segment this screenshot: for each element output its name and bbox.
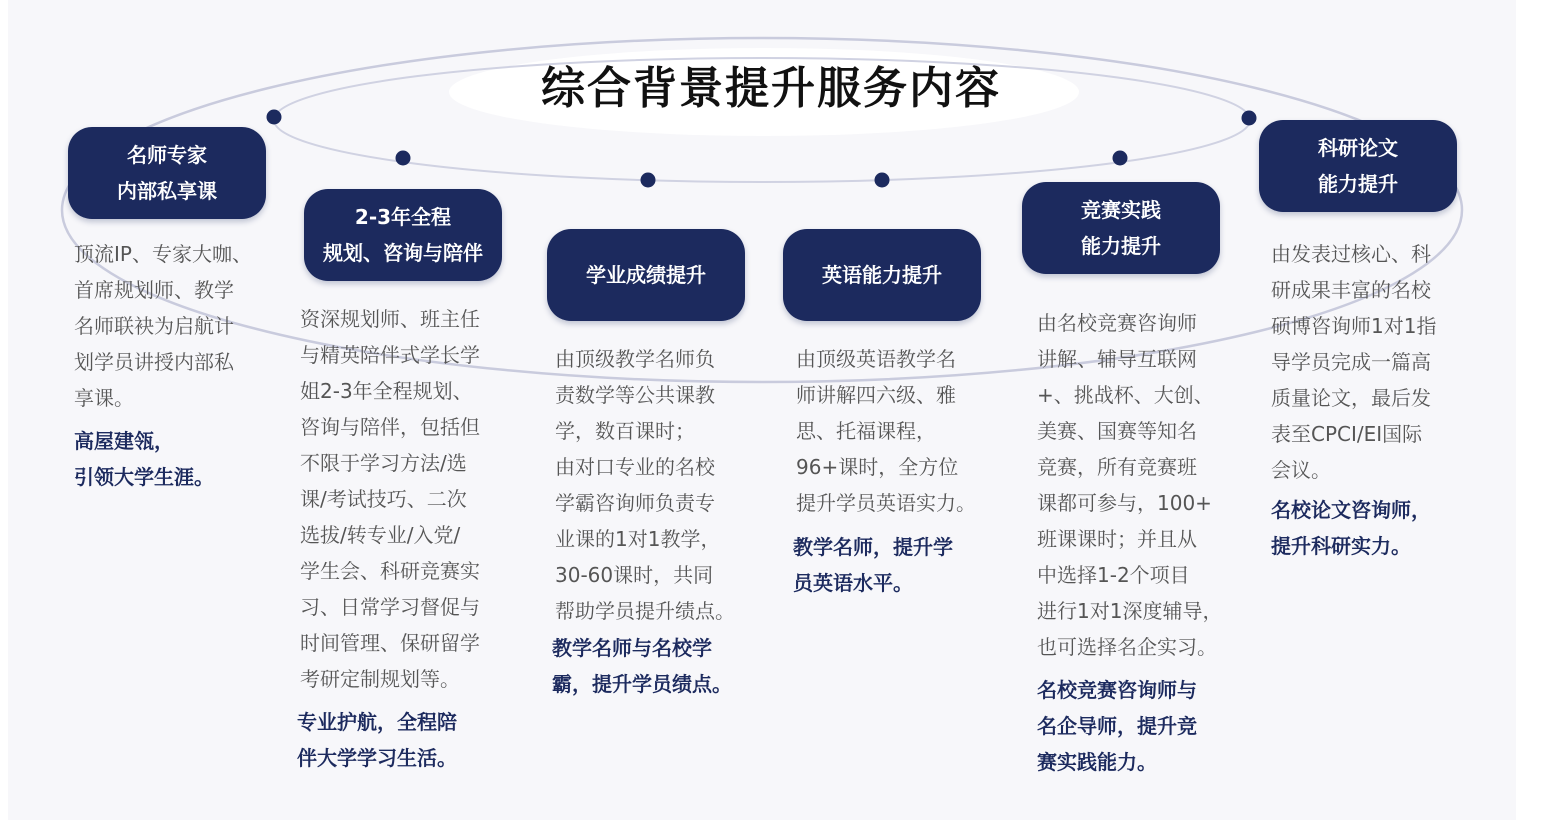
page-title: 综合背景提升服务内容 [541, 63, 1001, 114]
card-title-line: 英语能力提升 [822, 263, 942, 287]
highlight-line: 名校竞赛咨询师与 [1037, 678, 1197, 702]
description-line: 96+课时，全方位 [796, 455, 959, 479]
description-line: 选拔/转专业/入党/ [300, 523, 461, 547]
description-line: 时间管理、保研留学 [300, 631, 480, 655]
highlight-line: 引领大学生涯。 [74, 465, 214, 489]
card-highlight [793, 529, 953, 601]
description-line: 硕博咨询师1对1指 [1271, 314, 1437, 338]
highlight-line: 霸，提升学员绩点。 [552, 672, 732, 696]
description-line: 课都可参与，100+ [1037, 491, 1212, 515]
card-description [1037, 305, 1222, 665]
description-line: 资深规划师、班主任 [300, 307, 480, 331]
card-title-box [68, 127, 266, 219]
ring-dot [641, 173, 656, 188]
highlight-line: 伴大学学习生活。 [297, 746, 457, 770]
description-line: 首席规划师、教学 [74, 278, 234, 302]
card-description [1271, 236, 1436, 488]
description-line: 享课。 [74, 386, 134, 410]
description-line: 研成果丰富的名校 [1271, 278, 1431, 302]
description-line: 中选择1-2个项目 [1037, 563, 1190, 587]
ring-dot [1113, 151, 1128, 166]
highlight-line: 高屋建瓴， [74, 429, 174, 453]
description-line: 提升学员英语实力。 [796, 491, 976, 515]
description-line: 进行1对1深度辅导， [1037, 599, 1223, 623]
description-line: 姐2-3年全程规划、 [300, 379, 473, 403]
highlight-line: 教学名师与名校学 [552, 636, 712, 660]
description-line: 美赛、国赛等知名 [1037, 419, 1197, 443]
description-line: 学生会、科研竞赛实 [300, 559, 480, 583]
card-description [555, 341, 735, 629]
card-title-line: 竞赛实践 [1081, 198, 1161, 222]
card-title-box [1022, 182, 1220, 274]
description-line: 讲解、辅导互联网 [1037, 347, 1197, 371]
description-line: 师讲解四六级、雅 [796, 383, 956, 407]
card-highlight [1037, 672, 1197, 780]
card-description [300, 301, 480, 697]
card-title-line: 2-3年全程 [354, 205, 452, 229]
card-title-line: 能力提升 [1081, 234, 1161, 258]
description-line: 习、日常学习督促与 [300, 595, 480, 619]
highlight-line: 提升科研实力。 [1271, 534, 1411, 558]
card-title-line: 科研论文 [1318, 136, 1398, 160]
card-title-line: 学业成绩提升 [586, 263, 706, 287]
description-line: 质量论文，最后发 [1271, 386, 1431, 410]
card-description [796, 341, 976, 521]
card-title-box [1259, 120, 1457, 212]
highlight-line: 赛实践能力。 [1037, 750, 1157, 774]
highlight-line: 专业护航，全程陪 [297, 710, 457, 734]
card-title-line: 名师专家 [127, 143, 207, 167]
description-line: 由对口专业的名校 [555, 455, 715, 479]
highlight-line: 名企导师，提升竞 [1037, 714, 1197, 738]
description-line: 思、托福课程， [796, 419, 936, 443]
description-line: 业课的1对1教学， [555, 527, 721, 551]
card-title-line: 内部私享课 [117, 179, 217, 203]
card-highlight [1271, 492, 1431, 564]
description-line: 学，数百课时； [555, 419, 695, 443]
description-line: 也可选择名企实习。 [1037, 635, 1217, 659]
description-line: 考研定制规划等。 [300, 667, 460, 691]
description-line: 会议。 [1271, 458, 1331, 482]
card-title-line: 能力提升 [1318, 172, 1398, 196]
description-line: 班课课时；并且从 [1037, 527, 1197, 551]
description-line: 竞赛，所有竞赛班 [1037, 455, 1197, 479]
description-line: 名师联袂为启航计 [74, 314, 234, 338]
description-line: 不限于学习方法/选 [300, 451, 467, 475]
description-line: 责数学等公共课教 [555, 383, 715, 407]
card-title-box [783, 229, 981, 321]
ring-dot [875, 173, 890, 188]
description-line: 导学员完成一篇高 [1271, 350, 1431, 374]
description-line: 由顶级英语教学名 [796, 347, 956, 371]
description-line: +、挑战杯、大创、 [1037, 383, 1214, 407]
card-highlight [74, 423, 214, 495]
description-line: 学霸咨询师负责专 [555, 491, 715, 515]
card-highlight [297, 704, 457, 776]
card-title-box [304, 189, 502, 281]
description-line: 与精英陪伴式学长学 [300, 343, 480, 367]
highlight-line: 教学名师，提升学 [793, 535, 953, 559]
highlight-line: 名校论文咨询师， [1271, 498, 1431, 522]
description-line: 30-60课时，共同 [555, 563, 714, 587]
card-highlight [552, 630, 732, 702]
description-line: 顶流IP、专家大咖、 [74, 242, 252, 266]
description-line: 划学员讲授内部私 [74, 350, 234, 374]
description-line: 由名校竞赛咨询师 [1037, 311, 1197, 335]
description-line: 课/考试技巧、二次 [300, 487, 467, 511]
card-title-box [547, 229, 745, 321]
ring-dot [396, 151, 411, 166]
description-line: 帮助学员提升绩点。 [555, 599, 735, 623]
description-line: 咨询与陪伴，包括但 [300, 415, 480, 439]
description-line: 由顶级教学名师负 [555, 347, 715, 371]
card-title-line: 规划、咨询与陪伴 [323, 241, 483, 265]
description-line: 表至CPCI/EI国际 [1271, 422, 1423, 446]
description-line: 由发表过核心、科 [1271, 242, 1431, 266]
highlight-line: 员英语水平。 [793, 571, 913, 595]
card-description [74, 236, 252, 416]
